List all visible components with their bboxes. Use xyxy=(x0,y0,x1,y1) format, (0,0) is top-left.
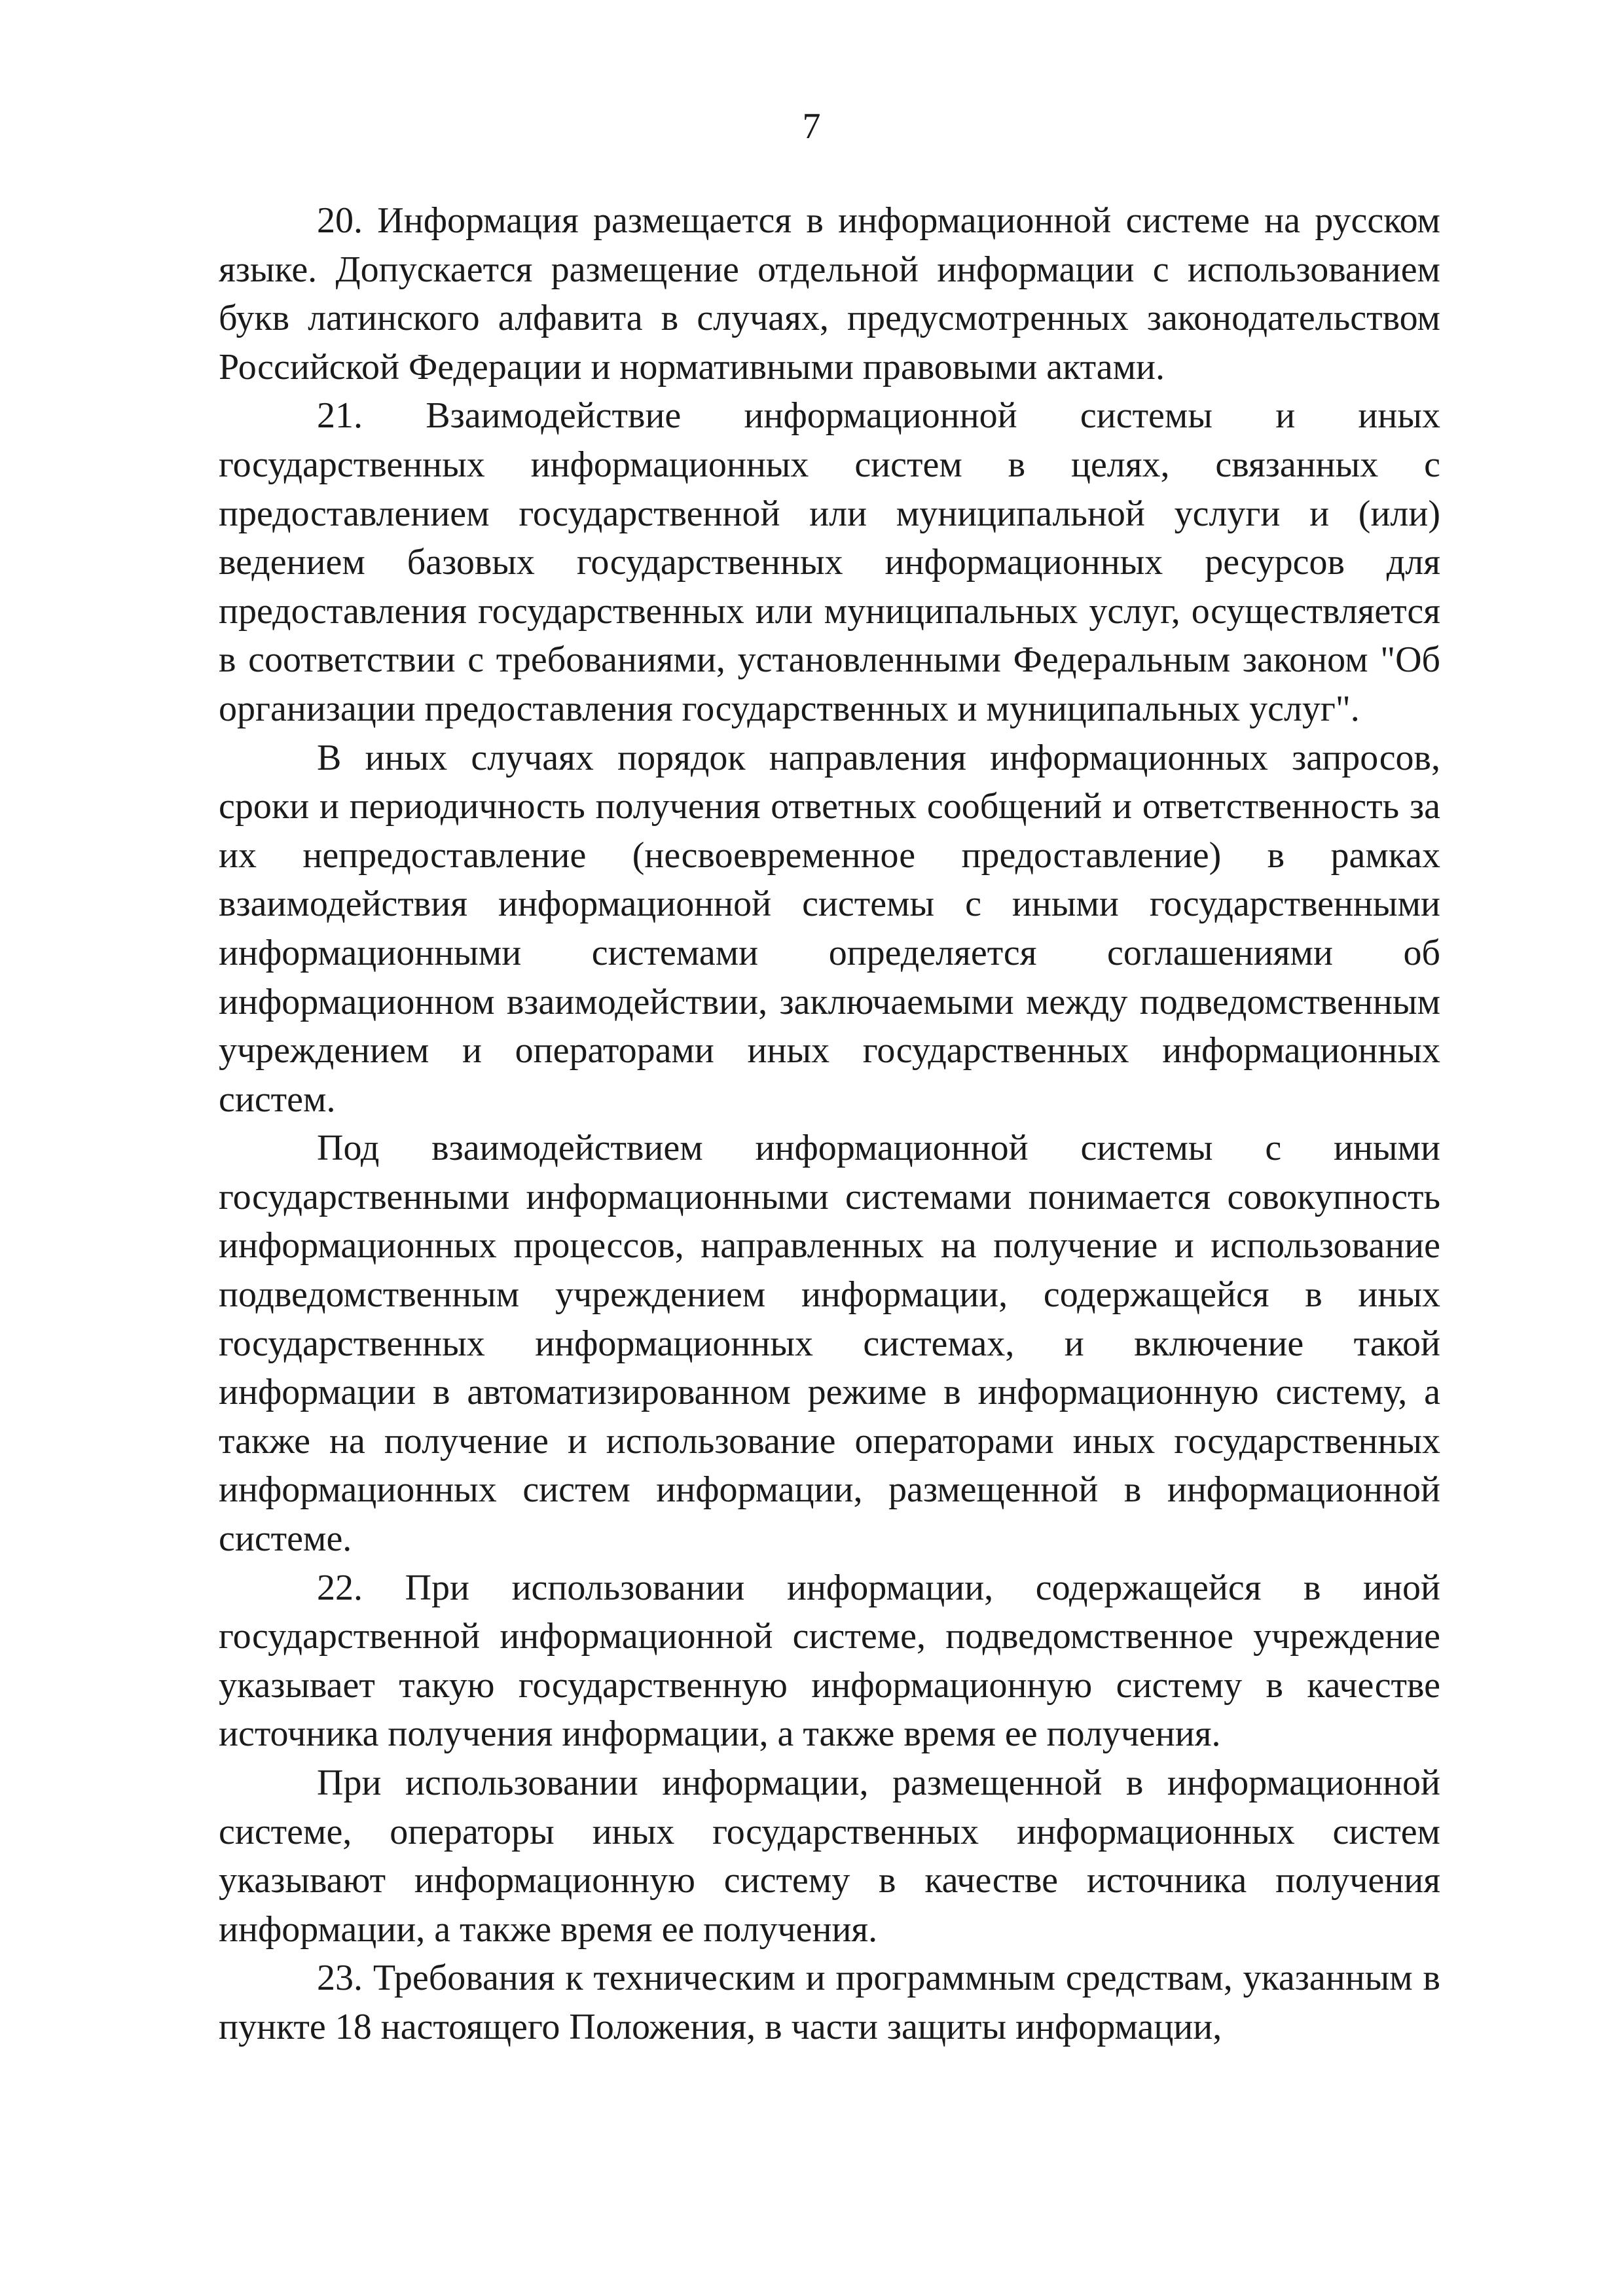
paragraph-23: 23. Требования к техническим и программным средствам, указанным в пункте 18 настоящего Положения, в части защиты информации, xyxy=(219,1958,1440,2047)
page-number: 7 xyxy=(802,106,821,147)
paragraph-20: 20. Информация размещается в информационной системе на русском языке. Допускается размещение отдельной информации с использованием букв латинского алфавита в случаях, предусмотренных законодательством Российской Федерации и нормативными правовыми актами. xyxy=(219,200,1440,387)
document-body xyxy=(219,196,1440,2052)
paragraph-21: 21. Взаимодействие информационной системы и иных государственных информационных систем в целях, связанных с предоставлением государственной или муниципальной услуги и (или) ведением базовых государственных информационных ресурсов для предоставления государственных или муниципальных услуг, осуществляется в соответствии с требованиями, установленными Федеральным законом "Об организации предоставления государственных и муниципальных услуг". xyxy=(219,395,1440,729)
paragraph-21-definition: Под взаимодействием информационной системы с иными государственными информационными системами понимается совокупность информационных процессов, направленных на получение и использование подведомственным учреждением информации, содержащейся в иных государственных информационных системах, и включение такой информации в автоматизированном режиме в информационную систему, а также на получение и использование операторами иных государственных информационных систем информации, размещенной в информационной системе. xyxy=(219,1128,1440,1560)
paragraph-22-operators: При использовании информации, размещенной в информационной системе, операторы иных государственных информационных систем указывают информационную систему в качестве источника получения информации, а также время ее получения. xyxy=(219,1763,1440,1950)
paragraph-21-other-cases: В иных случаях порядок направления информационных запросов, сроки и периодичность получения ответных сообщений и ответственность за их непредоставление (несвоевременное предоставление) в рамках взаимодействия информационной системы с иными государственными информационными системами определяется соглашениями об информационном взаимодействии, заключаемыми между подведомственным учреждением и операторами иных государственных информационных систем. xyxy=(219,737,1440,1120)
paragraph-22: 22. При использовании информации, содержащейся в иной государственной информационной системе, подведомственное учреждение указывает такую государственную информационную систему в качестве источника получения информации, а также время ее получения. xyxy=(219,1567,1440,1755)
